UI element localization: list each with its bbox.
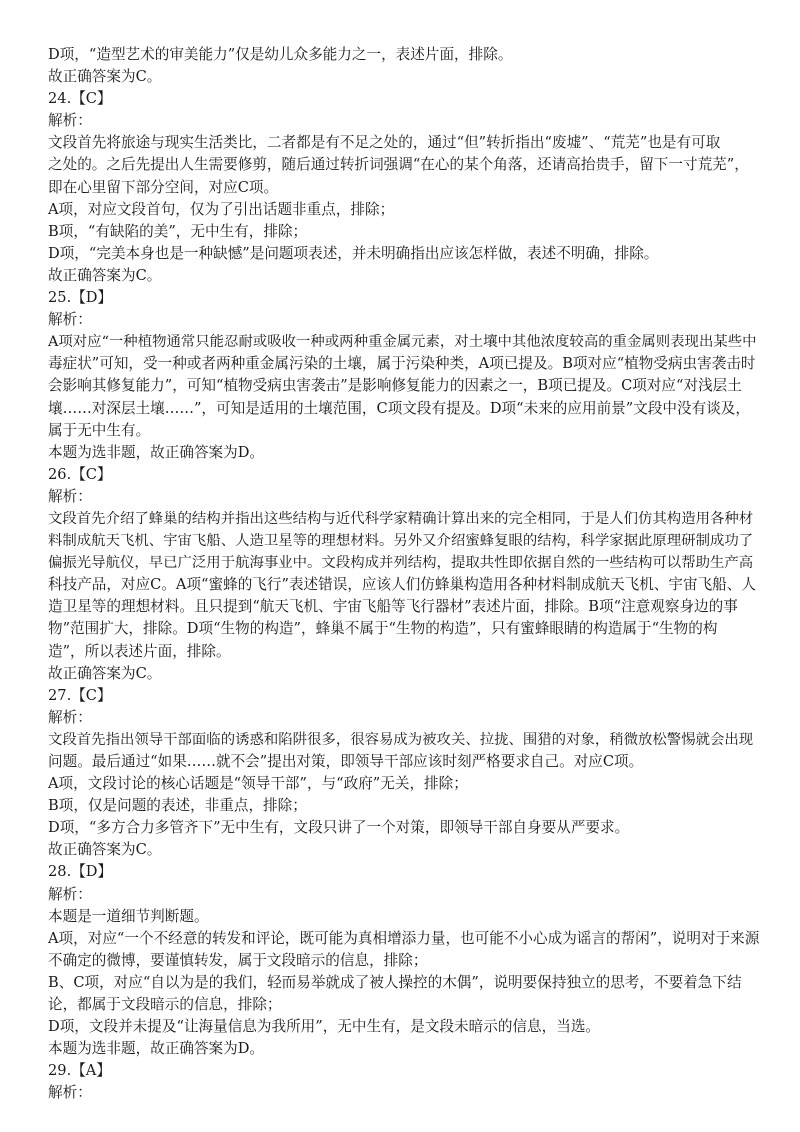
text-line: D项，“多方合力多管齐下”无中生有，文段只讲了一个对策，即领导干部自身要从严要求。 [48,819,630,837]
text-line: 文段首先指出领导干部面临的诱惑和陷阱很多，很容易成为被攻关、拉拢、围猎的对象，稍微放松警惕就会出现 [48,731,754,748]
answer-line: 本题为选非题，故正确答案为D。 [48,1040,265,1058]
analysis-label: 解析： [48,1084,92,1102]
text-line: 造”，所以表述片面，排除。 [48,642,231,660]
text-line: 科技产品，对应C。A项“蜜蜂的飞行”表述错误，应该人们仿蜂巢构造用各种材料制成航天飞机、宇宙飞船、人 [48,576,756,594]
text-line: 本题是一道细节判断题。 [48,907,209,925]
answer-line: 本题为选非题，故正确答案为D。 [48,443,265,461]
text-line: 之处的。之后先提出人生需要修剪，随后通过转折词强调“在心的某个角落，还请高抬贵手，留下一寸荒芜”， [48,156,749,174]
analysis-label: 解析： [48,885,92,903]
answer-line: 故正确答案为C。 [48,664,162,682]
text-line: B、C项，对应“自以为是的我们，轻而易举就成了被人操控的木偶”，说明要保持独立的思考，不要着急下结 [48,973,742,991]
answer-line: 故正确答案为C。 [48,841,162,859]
question-number-29: 29.【A】 [48,1062,111,1080]
answer-line: 故正确答案为C。 [48,68,162,86]
analysis-label: 解析： [48,112,92,130]
text-line: 偏振光导航仪，早已广泛用于航海事业中。文段构成并列结构，提取共性即依据自然的一些结构可以帮助生产高 [48,555,754,572]
text-line: 会影响其修复能力”，可知“植物受病虫害袭击”是影响修复能力的因素之一，B项已提及。C项对应“对浅层土 [48,377,742,395]
text-line: 属于无中生有。 [48,421,151,439]
text-line: 文段首先介绍了蜂巢的结构并指出这些结构与近代科学家精确计算出来的完全相同，于是人们仿其构造用各种材 [48,510,754,527]
text-line: 问题。最后通过“如果……就不会”提出对策，即领导干部应该时刻严格要求自己。对应C项。 [48,753,644,770]
question-number-26: 26.【C】 [48,465,112,483]
text-line: 不确定的微博，要谨慎转发，属于文段暗示的信息，排除； [48,951,428,969]
text-line: A项对应“一种植物通常只能忍耐或吸收一种或两种重金属元素，对土壤中其他浓度较高的重金属则表现出某些中 [48,334,757,351]
text-line: D项，文段并未提及“让海量信息为我所用”，无中生有，是文段未暗示的信息，当选。 [48,1018,601,1036]
analysis-label: 解析： [48,487,92,505]
analysis-label: 解析： [48,311,92,329]
question-number-24: 24.【C】 [48,90,112,108]
question-number-25: 25.【D】 [48,289,113,307]
question-number-28: 28.【D】 [48,863,113,881]
text-line: 物”范围扩大，排除。D项“生物的构造”，蜂巢不属于“生物的构造”，只有蜜蜂眼睛的构造属于“生物的构 [48,620,718,638]
question-number-27: 27.【C】 [48,686,112,704]
document-page [48,44,760,1105]
text-line: 文段首先将旅途与现实生活类比，二者都是有不足之处的，通过“但”转折指出“废墟”、“荒芜”也是有可取 [48,134,721,152]
text-line: 论，都属于文段暗示的信息，排除； [48,996,282,1014]
text-line: B项，仅是问题的表述，非重点，排除； [48,797,307,815]
text-line: 毒症状”可知，受一种或者两种重金属污染的土壤，属于污染种类，A项已提及。B项对应“植物受病虫害袭击时 [48,355,756,373]
text-line: 壤……对深层土壤……”，可知是适用的土壤范围，C项文段有提及。D项“未来的应用前景”文段中没有谈及， [48,399,750,417]
text-line: B项，“有缺陷的美”，无中生有，排除； [48,222,308,240]
text-line: 料制成航天飞机、宇宙飞船、人造卫星等的理想材料。另外又介绍蜜蜂复眼的结构，科学家据此原理研制成功了 [48,533,754,550]
text-line: A项，对应“一个不经意的转发和评论，既可能为真相增添力量，也可能不小心成为谣言的帮闲”，说明对于来源 [48,929,760,947]
analysis-label: 解析： [48,708,92,726]
text-line: 即在心里留下部分空间，对应C项。 [48,178,279,196]
text-line: 造卫星等的理想材料。且只提到“航天飞机、宇宙飞船等飞行器材”表述片面，排除。B项“注意观察身边的事 [48,598,738,616]
text-line: A项，对应文段首句，仅为了引出话题非重点，排除； [48,200,395,218]
answer-line: 故正确答案为C。 [48,266,162,284]
text-line: A项，文段讨论的核心话题是“领导干部”，与“政府”无关，排除； [48,775,468,793]
text-line: D项，“造型艺术的审美能力”仅是幼儿众多能力之一，表述片面，排除。 [48,46,513,63]
text-line: D项，“完美本身也是一种缺憾”是问题项表述，并未明确指出应该怎样做，表述不明确，排除。 [48,244,659,262]
